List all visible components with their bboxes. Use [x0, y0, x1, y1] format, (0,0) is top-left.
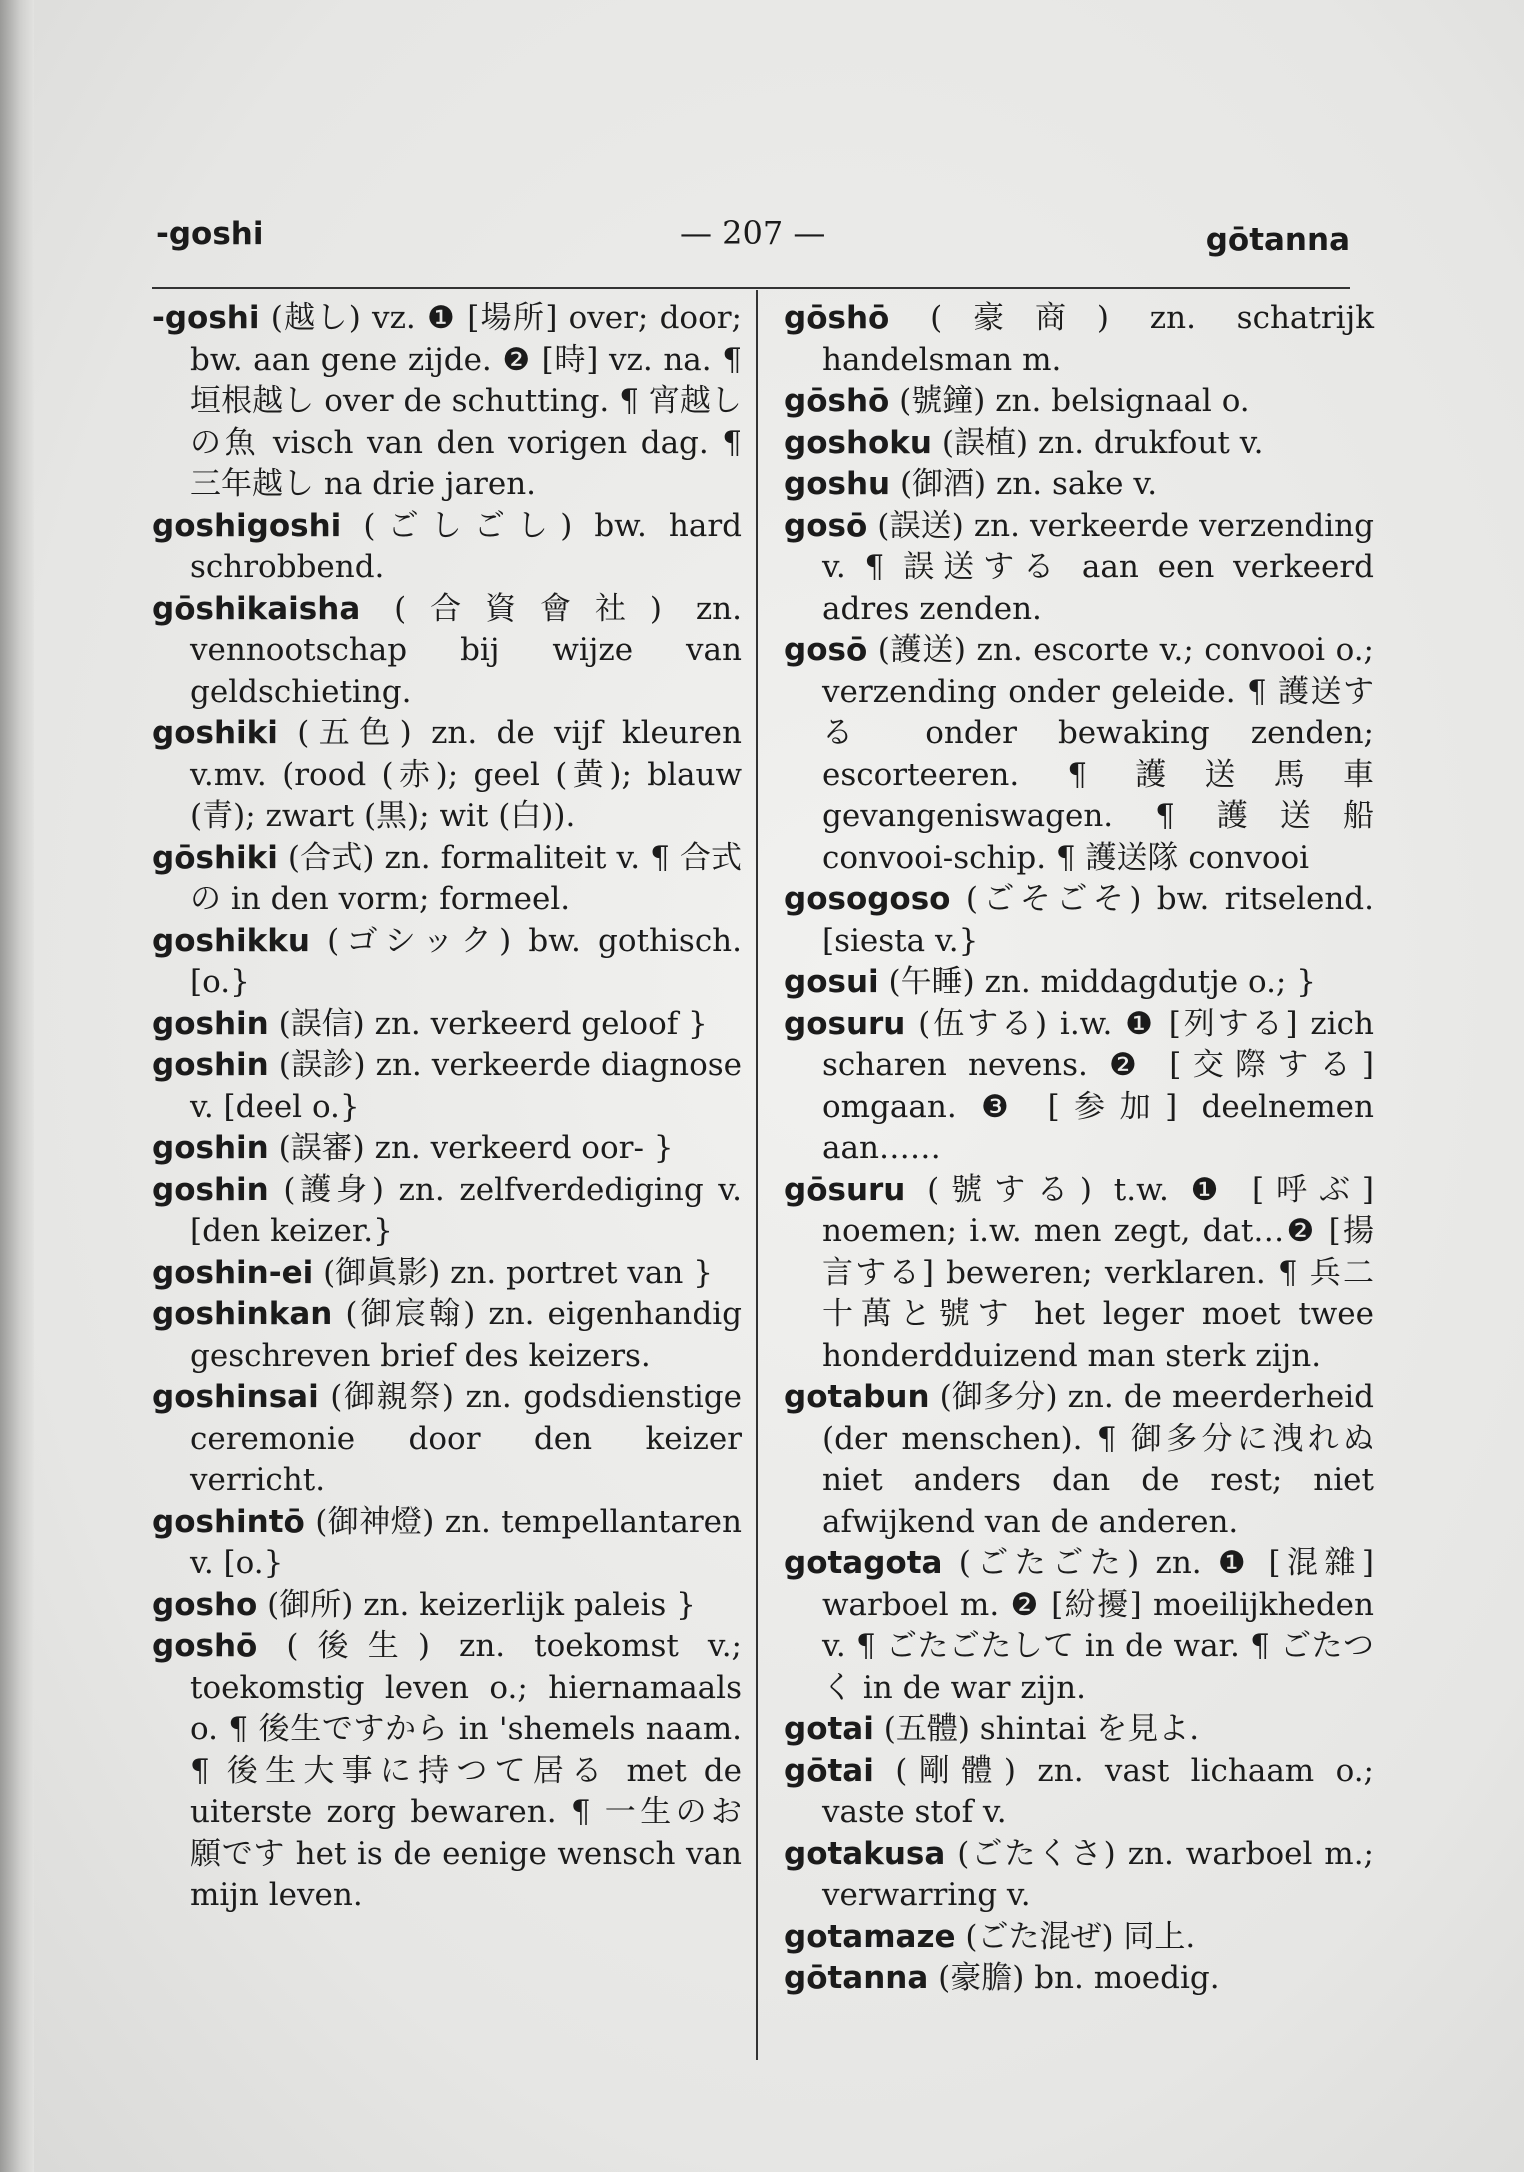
entry-headword: -goshi [152, 300, 260, 336]
dictionary-entry [152, 1626, 742, 1917]
dictionary-entry [152, 838, 742, 921]
entry-definition: (御多分) zn. de meerderheid (der menschen). ¶ 御多分に洩れぬ niet anders dan de rest; niet afwijkend van de anderen. [822, 1379, 1374, 1540]
entry-definition: (御神燈) zn. tempellantaren v. [o.} [190, 1503, 742, 1581]
entry-definition: (御酒) zn. sake v. [899, 466, 1158, 502]
entry-headword: goshintō [152, 1503, 305, 1540]
entry-headword: gōshikaisha [152, 590, 361, 627]
left-column [152, 298, 742, 1917]
entry-definition: (ごた混ぜ) 同上. [965, 1918, 1196, 1955]
entry-headword: goshinkan [152, 1296, 333, 1332]
entry-definition: (護身) zn. zelfverdediging v. [den keizer.} [190, 1171, 742, 1249]
dictionary-entry [784, 1834, 1374, 1917]
entry-headword: gotai [784, 1711, 874, 1747]
dictionary-entry [152, 713, 742, 838]
entry-definition: (五體) shintai を見よ. [883, 1711, 1200, 1747]
page-number: — 207 — [680, 214, 826, 252]
dictionary-entry [152, 1128, 742, 1170]
running-head-last-word: gōtanna [1205, 222, 1350, 258]
dictionary-entry [152, 1170, 742, 1253]
entry-headword: gosō [784, 507, 868, 544]
entry-headword: goshō [152, 1628, 258, 1664]
entry-headword: goshin [152, 1005, 269, 1042]
dictionary-entry [784, 1958, 1374, 2000]
entry-definition: (御眞影) zn. portret van } [323, 1254, 713, 1291]
entry-headword: goshu [784, 466, 891, 502]
entry-definition: (ごたくさ) zn. warboel m.; verwarring v. [822, 1835, 1375, 1913]
entry-definition: (合式) zn. formaliteit v. ¶ 合式の in den vorm; formeel. [190, 839, 742, 917]
entry-headword: goshin [152, 1171, 269, 1208]
entry-headword: gosogoso [784, 881, 951, 917]
dictionary-entry [152, 1004, 742, 1046]
entry-headword: gotabun [784, 1379, 930, 1415]
dictionary-entry [784, 381, 1374, 423]
entry-headword: goshin-ei [152, 1254, 314, 1291]
dictionary-entry [152, 1502, 742, 1585]
entry-headword: gotamaze [784, 1918, 956, 1955]
running-head [150, 212, 1350, 256]
entry-definition: (ゴシック) bw. gothisch. [o.} [190, 922, 742, 1000]
dictionary-entry [784, 298, 1374, 381]
entry-headword: goshin [152, 1130, 269, 1166]
dictionary-entry [784, 464, 1374, 506]
entry-headword: gosho [152, 1586, 258, 1623]
entry-headword: goshigoshi [152, 507, 342, 544]
entry-headword: gosuru [784, 1005, 906, 1042]
dictionary-entry [784, 630, 1374, 879]
entry-definition: (ごたごた) zn. ❶ [混雜] warboel m. ❷ [紛擾] moeilijkheden v. ¶ ごたごたして in de war. ¶ ごたつく in de war zijn. [822, 1545, 1374, 1706]
header-rule [152, 287, 1350, 289]
entry-headword: goshikku [152, 922, 310, 959]
dictionary-entry [784, 879, 1374, 962]
dictionary-entry [784, 506, 1374, 631]
entry-definition: (合資會社) zn. vennootschap bij wijze van geldschieting. [190, 590, 742, 710]
entry-definition: (御所) zn. keizerlijk paleis } [267, 1586, 696, 1623]
entry-headword: gōtai [784, 1752, 874, 1789]
dictionary-entry [152, 1585, 742, 1627]
running-head-first-word: -goshi [156, 216, 264, 252]
entry-headword: gōsuru [784, 1171, 906, 1208]
entry-definition: (誤信) zn. verkeerd geloof } [278, 1005, 708, 1042]
entry-headword: goshiki [152, 715, 278, 751]
dictionary-entry [784, 962, 1374, 1004]
entry-headword: goshoku [784, 424, 932, 461]
entry-definition: (午睡) zn. middagdutje o.; } [888, 964, 1316, 1000]
entry-definition: (剛體) zn. vast lichaam o.; vaste stof v. [822, 1752, 1374, 1830]
entry-definition: (誤送) zn. verkeerde verzending v. ¶ 誤送する aan een verkeerd adres zenden. [822, 507, 1374, 627]
dictionary-entry [784, 1004, 1374, 1170]
dictionary-entry [784, 1751, 1374, 1834]
dictionary-entry [784, 1170, 1374, 1378]
entry-definition: (後生) zn. toekomst v.; toekomstig leven o.; hiernamaals o. ¶ 後生ですから in 'shemels naam. ¶ 後生大事に持つて居る met de uiterste zorg bewaren. ¶ 一生のお願です het is de eenige wensch van mijn leven. [190, 1628, 742, 1913]
entry-headword: gotagota [784, 1545, 943, 1581]
entry-definition: (號鐘) zn. belsignaal o. [899, 383, 1250, 419]
dictionary-entry [152, 1377, 742, 1502]
entry-definition: (伍する) i.w. ❶ [列する] zich scharen nevens. ❷ [交際する] omgaan. ❸ [参加] deelnemen aan…… [822, 1005, 1374, 1166]
entry-definition: (誤審) zn. verkeerd oor- } [278, 1130, 674, 1166]
dictionary-entry [152, 506, 742, 589]
entry-definition: (豪膽) bn. moedig. [938, 1960, 1220, 1996]
column-divider [756, 290, 758, 2060]
dictionary-entry [152, 1294, 742, 1377]
entry-definition: (豪商) zn. schatrijk handelsman m. [822, 300, 1374, 378]
entry-headword: goshin [152, 1047, 269, 1083]
entry-headword: gosui [784, 964, 879, 1000]
entry-definition: (ごしごし) bw. hard schrobbend. [190, 507, 743, 585]
book-spine-shadow [0, 0, 34, 2172]
entry-definition: (誤植) zn. drukfout v. [941, 424, 1264, 461]
entry-definition: (護送) zn. escorte v.; convooi o.; verzending onder geleide. ¶ 護送する onder bewaking zenden; escorteeren. ¶ 護送馬車 gevangeniswagen. ¶ 護送船 convooi-schip. ¶ 護送隊 convooi [822, 632, 1374, 876]
dictionary-entry [784, 1709, 1374, 1751]
dictionary-entry [784, 1917, 1374, 1959]
dictionary-entry [784, 1377, 1374, 1543]
entry-definition: (御親祭) zn. godsdienstige ceremonie door den keizer verricht. [190, 1379, 742, 1498]
entry-headword: gōshiki [152, 839, 278, 876]
entry-definition: (御宸翰) zn. eigenhandig geschreven brief des keizers. [190, 1296, 742, 1374]
entry-headword: goshinsai [152, 1379, 319, 1415]
dictionary-entry [784, 423, 1374, 465]
dictionary-entry [784, 1543, 1374, 1709]
entry-definition: (誤診) zn. verkeerde diagnose v. [deel o.} [190, 1047, 742, 1125]
entry-headword: gōshō [784, 383, 890, 419]
entry-definition: (五色) zn. de vijf kleuren v.mv. (rood (赤); geel (黄); blauw (青); zwart (黒); wit (白)). [190, 715, 742, 834]
entry-headword: gōtanna [784, 1960, 929, 1996]
entry-headword: gotakusa [784, 1835, 946, 1872]
dictionary-entry [152, 589, 742, 714]
entry-definition: (ごそごそ) bw. ritselend. [siesta v.} [822, 881, 1374, 959]
right-column [784, 298, 1374, 2000]
entry-headword: gosō [784, 632, 868, 668]
entry-definition: (號する) t.w. ❶ [呼ぶ] noemen; i.w. men zegt, dat…❷ [揚言する] beweren; verklaren. ¶ 兵二十萬と號す het leger moet twee honderdduizend man sterk zijn. [822, 1171, 1374, 1374]
dictionary-entry [152, 1045, 742, 1128]
entry-definition: (越し) vz. ❶ [場所] over; door; bw. aan gene zijde. ❷ [時] vz. na. ¶ 垣根越し over de schutting. ¶ 宵越しの魚 visch van den vorigen dag. ¶ 三年越し na drie jaren. [190, 300, 742, 502]
dictionary-entry [152, 298, 742, 506]
dictionary-entry [152, 1253, 742, 1295]
entry-headword: gōshō [784, 300, 890, 336]
dictionary-entry [152, 921, 742, 1004]
